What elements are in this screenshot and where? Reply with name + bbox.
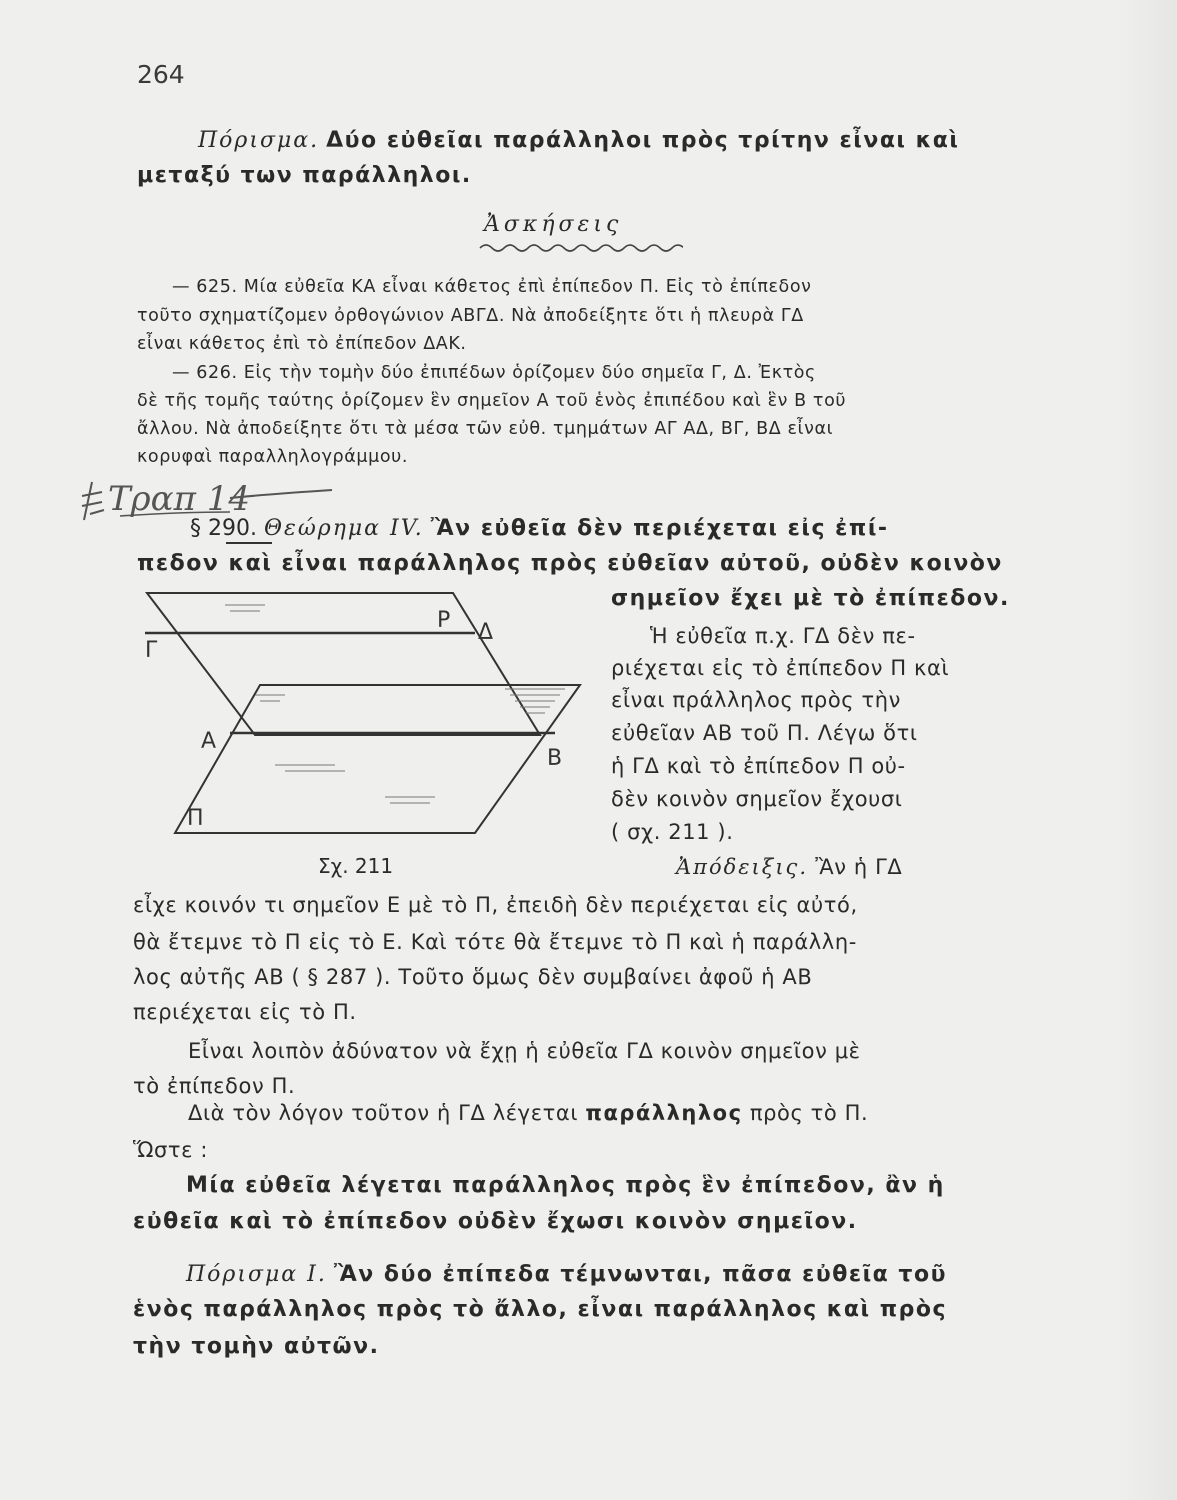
porisma-text-2: μεταξύ των παράλληλοι. (137, 163, 472, 188)
porisma2-text-2: ἑνὸς παράλληλος πρὸς τὸ ἄλλο, εἶναι παράλληλος καὶ πρὸς (133, 1297, 948, 1322)
section-number: § 290. (190, 516, 257, 541)
side-text-line: εὐθεῖαν ΑΒ τοῦ Π. Λέγω ὅτι (611, 721, 918, 745)
definition-line-1: Μία εὐθεῖα λέγεται παράλληλος πρὸς ἓν ἐπίπεδον, ἂν ἡ (186, 1173, 945, 1198)
porisma2-text-1: Ἂν δύο ἐπίπεδα τέμνωνται, πᾶσα εὐθεῖα τοῦ (333, 1262, 947, 1287)
conclusion-line: τὸ ἐπίπεδον Π. (133, 1074, 296, 1098)
section-underline (226, 542, 272, 544)
side-text-line: ἡ ΓΔ καὶ τὸ ἐπίπεδον Π οὐ- (611, 754, 906, 778)
porisma2-label: Πόρισμα I. (186, 1262, 327, 1287)
reason-bold: παράλληλος (585, 1101, 743, 1125)
theorem-text-1: Ἂν εὐθεῖα δὲν περιέχεται εἰς ἐπί- (430, 516, 889, 541)
theorem-text-2: πεδον καὶ εἶναι παράλληλος πρὸς εὐθεῖαν αὐτοῦ, οὐδὲν κοινὸν (137, 551, 1003, 576)
handwritten-note-text: Τραπ 14 (108, 479, 251, 519)
proof-first-text: Ἂν ἡ ΓΔ (815, 855, 903, 879)
ex626-line: ἄλλου. Νὰ ἀποδείξητε ὅτι τὰ μέσα τῶν εὐθ. τμημάτων ΑΓ ΑΔ, ΒΓ, ΒΔ εἶναι (137, 419, 834, 439)
porisma2-line-1 (186, 1262, 947, 1287)
proof-line: περιέχεται εἰς τὸ Π. (133, 1000, 357, 1024)
porisma-label: Πόρισμα. (198, 128, 320, 153)
label-Gamma: Γ (145, 638, 158, 663)
theorem-line-1 (190, 516, 889, 541)
reason-pre: Διὰ τὸν λόγον τοῦτον ἡ ΓΔ λέγεται (188, 1101, 579, 1125)
hoste: Ὥστε : (133, 1138, 209, 1162)
ex626-line: δὲ τῆς τομῆς ταύτης ὁρίζομεν ἓν σημεῖον Α τοῦ ἑνὸς ἐπιπέδου καὶ ἓν Β τοῦ (137, 391, 847, 411)
wavy-underline (478, 242, 683, 254)
porisma-line-1 (198, 128, 959, 153)
figure-caption: Σχ. 211 (318, 854, 394, 878)
ex626-line: κορυφαὶ παραλληλογράμμου. (137, 447, 409, 467)
side-text-line: ριέχεται εἰς τὸ ἐπίπεδον Π καὶ (611, 656, 950, 680)
ex625-line: εἶναι κάθετος ἐπὶ τὸ ἐπίπεδον ΔΑΚ. (137, 334, 467, 354)
ex625-line: — 625. Μία εὐθεῖα ΚΑ εἶναι κάθετος ἐπὶ ἐπίπεδον Π. Εἰς τὸ ἐπίπεδον (172, 277, 812, 297)
ex626-line: — 626. Εἰς τὴν τομὴν δύο ἐπιπέδων ὁρίζομεν δύο σημεῖα Γ, Δ. Ἐκτὸς (172, 363, 816, 383)
definition-line-2: εὐθεῖα καὶ τὸ ἐπίπεδον οὐδὲν ἔχωσι κοινὸν σημεῖον. (133, 1209, 858, 1234)
proof-line: εἶχε κοινόν τι σημεῖον Ε μὲ τὸ Π, ἐπειδὴ δὲν περιέχεται εἰς αὐτό, (133, 893, 858, 917)
side-text-line: δὲν κοινὸν σημεῖον ἔχουσι (611, 787, 903, 811)
label-Pi: Π (187, 806, 204, 831)
theorem-label: Θεώρημα IV. (263, 516, 424, 541)
label-B: Β (547, 746, 563, 771)
reason-line (188, 1101, 868, 1125)
ex625-line: τοῦτο σχηματίζομεν ὀρθογώνιον ΑΒΓΔ. Νὰ ἀποδείξητε ὅτι ἡ πλευρὰ ΓΔ (137, 306, 804, 326)
reason-post: πρὸς τὸ Π. (749, 1101, 869, 1125)
page-number: 264 (137, 60, 185, 89)
label-A: Α (201, 729, 217, 754)
proof-line: λος αὐτῆς ΑΒ ( § 287 ). Τοῦτο ὅμως δὲν συμβαίνει ἀφοῦ ἡ ΑΒ (133, 965, 813, 989)
porisma2-text-3: τὴν τομὴν αὐτῶν. (133, 1334, 380, 1359)
proof-line: θὰ ἔτεμνε τὸ Π εἰς τὸ Ε. Καὶ τότε θὰ ἔτεμνε τὸ Π καὶ ἡ παράλλη- (133, 930, 857, 954)
figure-211 (135, 585, 595, 845)
side-text-line: Ἡ εὐθεῖα π.χ. ΓΔ δὲν πε- (650, 624, 916, 648)
page-edge-shadow (1117, 0, 1177, 1500)
porisma-text-1: Δύο εὐθεῖαι παράλληλοι πρὸς τρίτην εἶναι καὶ (326, 128, 960, 153)
conclusion-line: Εἶναι λοιπὸν ἀδύνατον νὰ ἔχῃ ἡ εὐθεῖα ΓΔ κοινὸν σημεῖον μὲ (188, 1039, 861, 1063)
side-text-line: ( σχ. 211 ). (611, 820, 734, 844)
exercises-heading: Ἀσκήσεις (484, 212, 623, 237)
proof-first-line (676, 855, 902, 879)
proof-label: Ἀπόδειξις. (676, 855, 808, 879)
label-P: Ρ (437, 608, 451, 633)
side-text-line: εἶναι πράλληλος πρὸς τὴν (611, 688, 901, 712)
theorem-text-3: σημεῖον ἔχει μὲ τὸ ἐπίπεδον. (611, 586, 1010, 611)
label-Delta: Δ (478, 620, 494, 645)
